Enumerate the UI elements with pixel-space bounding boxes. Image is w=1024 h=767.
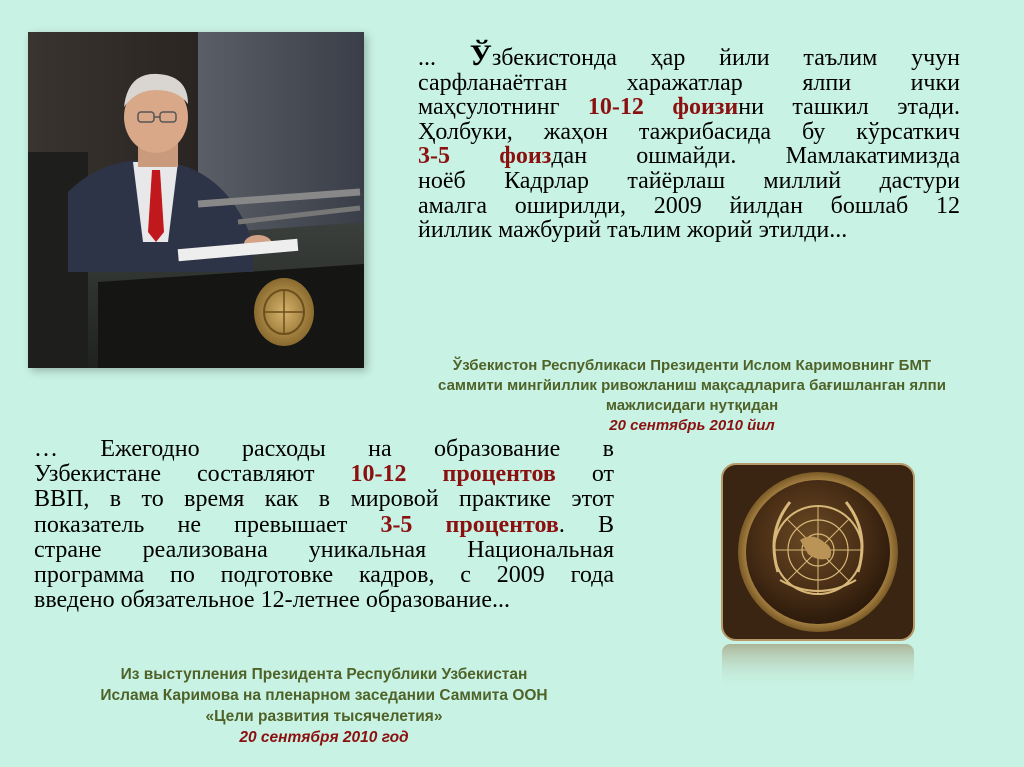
russian-quote-line: стране реализована уникальная Национальная bbox=[34, 536, 614, 563]
uzbek-highlight-percent: 10-12 фоизи bbox=[587, 94, 739, 121]
uzbek-quote bbox=[418, 39, 961, 244]
uzbek-quote-line bbox=[418, 39, 960, 72]
russian-highlight-percent: 3-5 процентов bbox=[380, 511, 559, 538]
russian-caption-date: 20 сентября 2010 год bbox=[239, 729, 409, 746]
uzbek-quote-line bbox=[418, 144, 960, 169]
russian-quote-line: программа по подготовке кадров, с 2009 года bbox=[34, 562, 614, 589]
russian-text-fragment: Узбекистане составляют bbox=[34, 461, 351, 488]
uzbek-caption bbox=[392, 356, 992, 436]
russian-quote-line: введено обязательное 12-летнее образование... bbox=[34, 587, 511, 614]
uzbek-quote-line: сарфланаётган харажатлар ялпи ички bbox=[418, 69, 960, 96]
russian-caption-line: Ислама Каримова на пленарном заседании Саммита ООН bbox=[100, 687, 548, 704]
uzbek-caption-line: мажлисидаги нутқидан bbox=[605, 397, 779, 414]
uzbek-highlight-percent: 3-5 фоиз bbox=[418, 143, 552, 170]
russian-text-fragment: показатель не превышает bbox=[34, 511, 381, 538]
uzbek-quote-line: йиллик мажбурий таълим жорий этилди... bbox=[418, 217, 848, 244]
russian-quote-line: ВВП, в то время как в мировой практике этот bbox=[34, 486, 614, 513]
russian-text-fragment: . В bbox=[558, 511, 614, 538]
russian-caption-line: Из выступления Президента Республики Узбекистан bbox=[120, 666, 528, 683]
russian-highlight-percent: 10-12 процентов bbox=[350, 461, 556, 488]
uzbek-text-fragment: маҳсулотнинг bbox=[418, 94, 588, 121]
uzbek-caption-line: Ўзбекистон Республикаси Президенти Ислом Каримовнинг БМТ bbox=[452, 357, 932, 374]
uzbek-quote-line: амалга оширилди, 2009 йилдан бошлаб 12 bbox=[418, 192, 960, 219]
uzbek-quote-line: Ҳолбуки, жаҳон тажрибасида бу кўрсаткич bbox=[418, 118, 960, 145]
russian-caption bbox=[24, 664, 624, 748]
uzbek-text-fragment: дан ошмайди. Мамлакатимизда bbox=[551, 143, 960, 170]
uzbek-text-fragment: ни ташкил этади. bbox=[738, 94, 961, 121]
uzbek-caption-date: 20 сентябрь 2010 йил bbox=[609, 417, 775, 434]
uzbek-dropcap: Ў bbox=[469, 39, 492, 72]
uzbek-quote-line bbox=[418, 95, 960, 120]
uzbek-quote-line: ноёб Кадрлар тайёрлаш миллий дастури bbox=[418, 167, 960, 194]
un-emblem-image bbox=[720, 462, 916, 692]
russian-caption-line: «Цели развития тысячелетия» bbox=[205, 708, 443, 725]
uzbek-caption-line: саммити мингйиллик ривожланиш мақсадларига бағишланган ялпи bbox=[438, 377, 946, 394]
uzbek-text-fragment: ... bbox=[418, 45, 470, 71]
russian-quote-line bbox=[34, 462, 614, 487]
speaker-photo bbox=[28, 32, 364, 368]
russian-quote-line: … Ежегодно расходы на образование в bbox=[34, 436, 614, 462]
russian-quote-line bbox=[34, 513, 614, 538]
russian-quote bbox=[34, 437, 614, 613]
russian-text-fragment: от bbox=[555, 461, 615, 488]
uzbek-text-fragment: збекистонда ҳар йили таълим учун bbox=[491, 45, 960, 71]
